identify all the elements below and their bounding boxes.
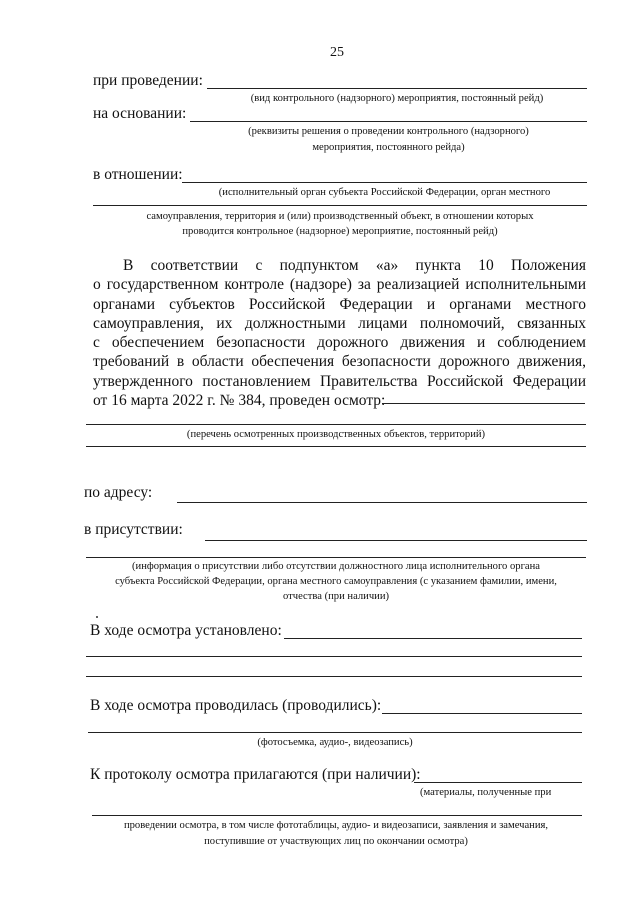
paragraph-line: о государственном контроле (надзоре) за реализацией исполнительными [93, 276, 586, 294]
regarding-caption-2: самоуправления, территория и (или) производственный объект, в отношении которых [146, 211, 534, 222]
presence-input-line[interactable] [205, 540, 587, 541]
basis-caption-1: (реквизиты решения о проведении контрольного (надзорного) [248, 126, 529, 137]
conducted-caption: (фотосъемка, аудио-, видеозапись) [257, 737, 413, 748]
objects-caption: (перечень осмотренных производственных объектов, территорий) [186, 429, 486, 440]
address-input-line[interactable] [177, 502, 587, 503]
presence-caption-2: субъекта Российской Федерации, органа местного самоуправления (с указанием фамилии, имени, [115, 576, 557, 587]
conducting-label: при проведении: [93, 72, 203, 89]
conducting-input-line[interactable] [207, 88, 587, 89]
basis-input-line[interactable] [190, 121, 587, 122]
attached-caption-2: проведении осмотра, в том числе фототаблицы, аудио- и видеозаписи, заявления и замечания, [123, 820, 549, 831]
regarding-caption-1: (исполнительный орган субъекта Российской Федерации, орган местного [218, 187, 551, 198]
paragraph-line: самоуправления, их должностными лицами полномочий, связанных [93, 314, 586, 332]
basis-caption-2: мероприятия, постоянного рейда) [312, 142, 465, 153]
attached-caption-1: (материалы, полученные при [420, 787, 552, 798]
paragraph-line: с обеспечением безопасности дорожного движения и соблюдением [93, 334, 586, 352]
paragraph-line: утвержденного постановлением Правительства Российской Федерации [93, 372, 586, 390]
paragraph-line: от 16 марта 2022 г. № 384, проведен осмотр: [93, 392, 386, 410]
regarding-label: в отношении: [93, 166, 183, 183]
established-input-line[interactable] [284, 638, 582, 639]
presence-input-line-2[interactable] [86, 557, 586, 558]
attached-input-line[interactable] [414, 782, 582, 783]
established-label: В ходе осмотра установлено: [90, 622, 282, 639]
conducted-input-line-2[interactable] [88, 732, 582, 733]
presence-caption-3: отчества (при наличии) [282, 591, 390, 602]
paragraph-line: органами субъектов Российской Федерации и органами местного [93, 295, 586, 313]
objects-input-line[interactable] [86, 424, 586, 425]
objects-input-line-2[interactable] [86, 446, 586, 447]
established-input-line-2[interactable] [86, 656, 582, 657]
conducted-input-line[interactable] [382, 713, 582, 714]
main-paragraph [93, 256, 586, 410]
conducted-label: В ходе осмотра проводилась (проводились): [90, 697, 382, 714]
conducting-caption: (вид контрольного (надзорного) мероприятия, постоянный рейд) [250, 93, 544, 104]
regarding-input-line-2[interactable] [93, 205, 587, 206]
established-input-line-3[interactable] [86, 676, 582, 677]
regarding-input-line[interactable] [182, 182, 587, 183]
attached-label: К протоколу осмотра прилагаются (при наличии): [90, 766, 421, 783]
inspected-input-line[interactable] [382, 403, 585, 404]
presence-label: в присутствии: [84, 521, 183, 538]
presence-caption-1: (информация о присутствии либо отсутствии должностного лица исполнительного органа [132, 561, 540, 572]
paragraph-line: В соответствии с подпунктом «а» пункта 10 Положения [123, 257, 586, 274]
scan-speck [96, 616, 98, 618]
attached-input-line-2[interactable] [92, 815, 582, 816]
attached-caption-3: поступившие от участвующих лиц по окончании осмотра) [204, 836, 468, 847]
basis-label: на основании: [93, 105, 187, 122]
regarding-caption-3: проводится контрольное (надзорное) мероприятие, постоянный рейд) [182, 226, 498, 237]
address-label: по адресу: [84, 484, 153, 501]
paragraph-line: требований в области обеспечения безопасности дорожного движения, [93, 353, 586, 371]
page-number: 25 [330, 45, 344, 60]
